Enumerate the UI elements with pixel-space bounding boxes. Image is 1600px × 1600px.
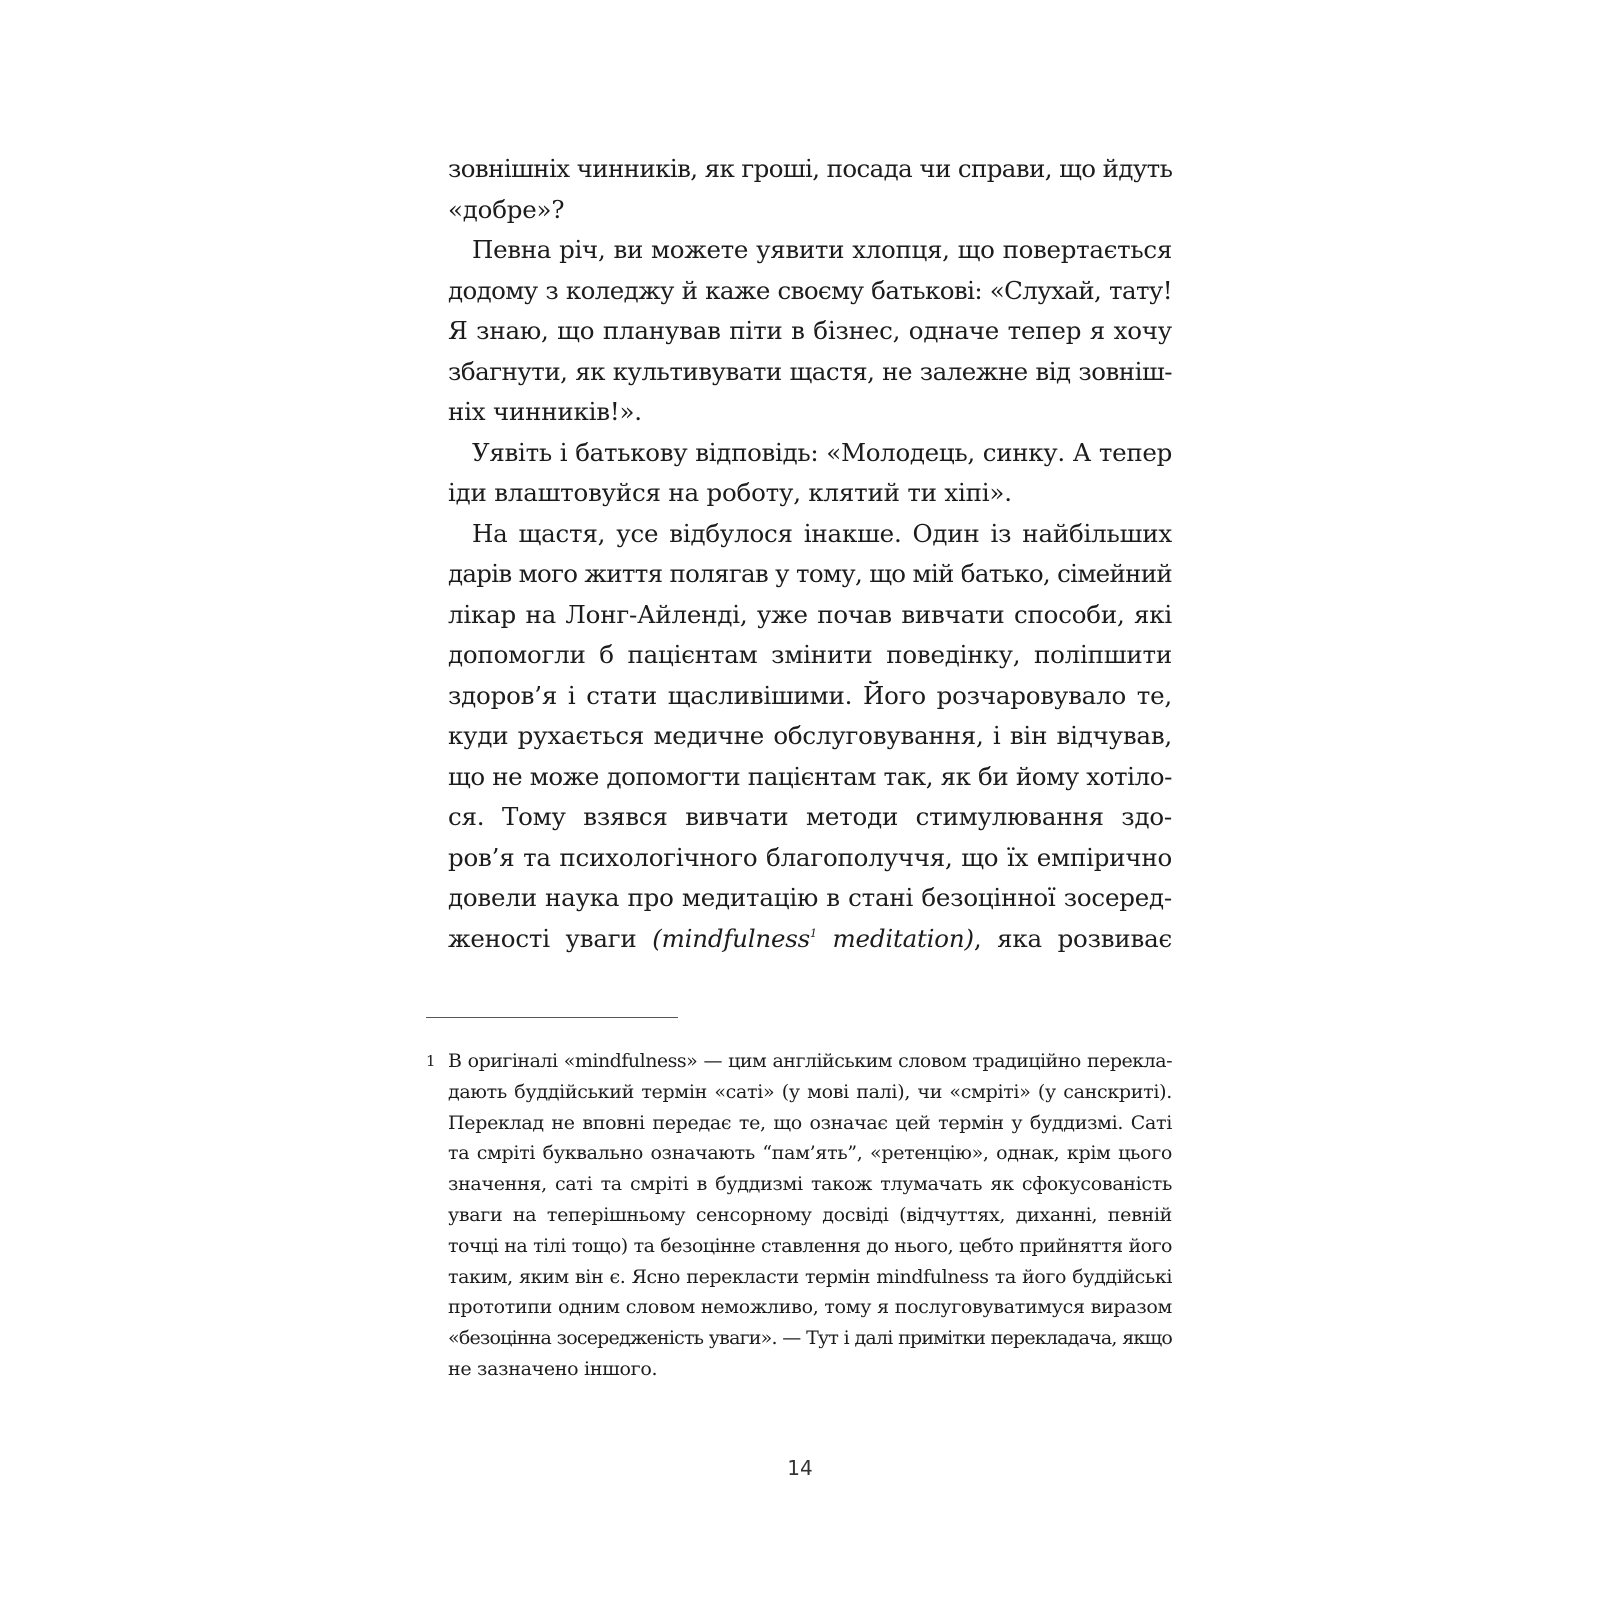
paragraph-start: Уявіть і батькову відповідь: «Молодець, синку. А тепер [472, 437, 1172, 467]
text-line: куди рухається медичне обслуговування, і він відчував, [448, 721, 1172, 750]
text-line: зовнішніх чинників, як гроші, посада чи справи, що йдуть [448, 154, 1173, 183]
footnote-ref[interactable]: 1 [810, 926, 817, 940]
italic-term: (mindfulness$^1$ meditation) [652, 923, 974, 953]
text-line: що не може допомогти пацієнтам так, як би йому хотіло- [448, 761, 1172, 791]
footnote-line: не зазначено іншого. [448, 1357, 658, 1380]
footnote-text [448, 1046, 1172, 1385]
footnote-line: Переклад не вповні передає те, що означає цей термін у буддизмі. Саті [448, 1111, 1172, 1134]
text-line: збагнути, як культивувати щастя, не залежне від зовніш- [448, 356, 1172, 386]
paragraph-start: Певна річ, ви можете уявити хлопця, що повертається [472, 235, 1172, 264]
text-line: Я знаю, що планував піти в бізнес, одначе тепер я хочу [448, 316, 1172, 345]
text-line: допомогли б пацієнтам змінити поведінку, поліпшити [448, 640, 1172, 669]
page-number: 14 [787, 1456, 813, 1480]
text-line: ніх чинників!». [448, 397, 642, 426]
text-line: іди влаштовуйся на роботу, клятий ти хіпі». [448, 478, 1012, 507]
text-line: дарів мого життя полягав у тому, що мій батько, сімейний [448, 559, 1172, 588]
text-line: ров’я та психологічного благополуччя, що їх емпірично [448, 842, 1172, 872]
text-line: «добре»? [448, 194, 565, 224]
text-line: здоров’я і стати щасливішими. Його розчаровувало те, [448, 680, 1172, 710]
text-line: ся. Тому взявся вивчати методи стимулювання здо- [448, 802, 1172, 831]
footnote-line: значення, саті та смріті в буддизмі також тлумачать як сфокусованість [448, 1173, 1172, 1196]
text-line-with-footnote-ref [448, 919, 1172, 960]
footnote-number: 1 [426, 1052, 436, 1070]
paragraph-start: На щастя, усе відбулося інакше. Один із найбільших [472, 518, 1172, 548]
footnote-line: таким, яким він є. Ясно перекласти термін mindfulness та його буддійські [448, 1265, 1172, 1288]
footnote-line: та смріті буквально означають “пам’ять”, «ретенцію», однак, крім цього [448, 1142, 1172, 1165]
footnote-divider [426, 1017, 678, 1018]
footnote-line: дають буддійський термін «саті» (у мові палі), чи «смріті» (у санскриті). [448, 1080, 1172, 1103]
footnote-line: В оригіналі «mindfulness» — цим англійським словом традиційно перекла- [448, 1050, 1172, 1072]
main-text [448, 149, 1172, 959]
text-segment: , яка розвиває [973, 923, 1173, 953]
text-line: лікар на Лонг-Айленді, уже почав вивчати способи, які [448, 599, 1172, 629]
text-line: додому з коледжу й каже своєму батькові: «Слухай, тату! [448, 275, 1172, 305]
text-segment: женості уваги [448, 923, 653, 953]
text-line: довели наука про медитацію в стані безоцінної зосеред- [448, 883, 1172, 912]
footnote-line: уваги на теперішньому сенсорному досвіді (відчуттях, диханні, певній [448, 1203, 1172, 1226]
footnote-line: точці на тілі тощо) та безоцінне ставлення до нього, цебто прийняття його [448, 1234, 1172, 1257]
footnote-line: «безоцінна зосередженість уваги». — Тут і далі примітки перекладача, якщо [448, 1327, 1172, 1350]
footnote-line: прототипи одним словом неможливо, тому я послуговуватимуся виразом [448, 1296, 1172, 1319]
